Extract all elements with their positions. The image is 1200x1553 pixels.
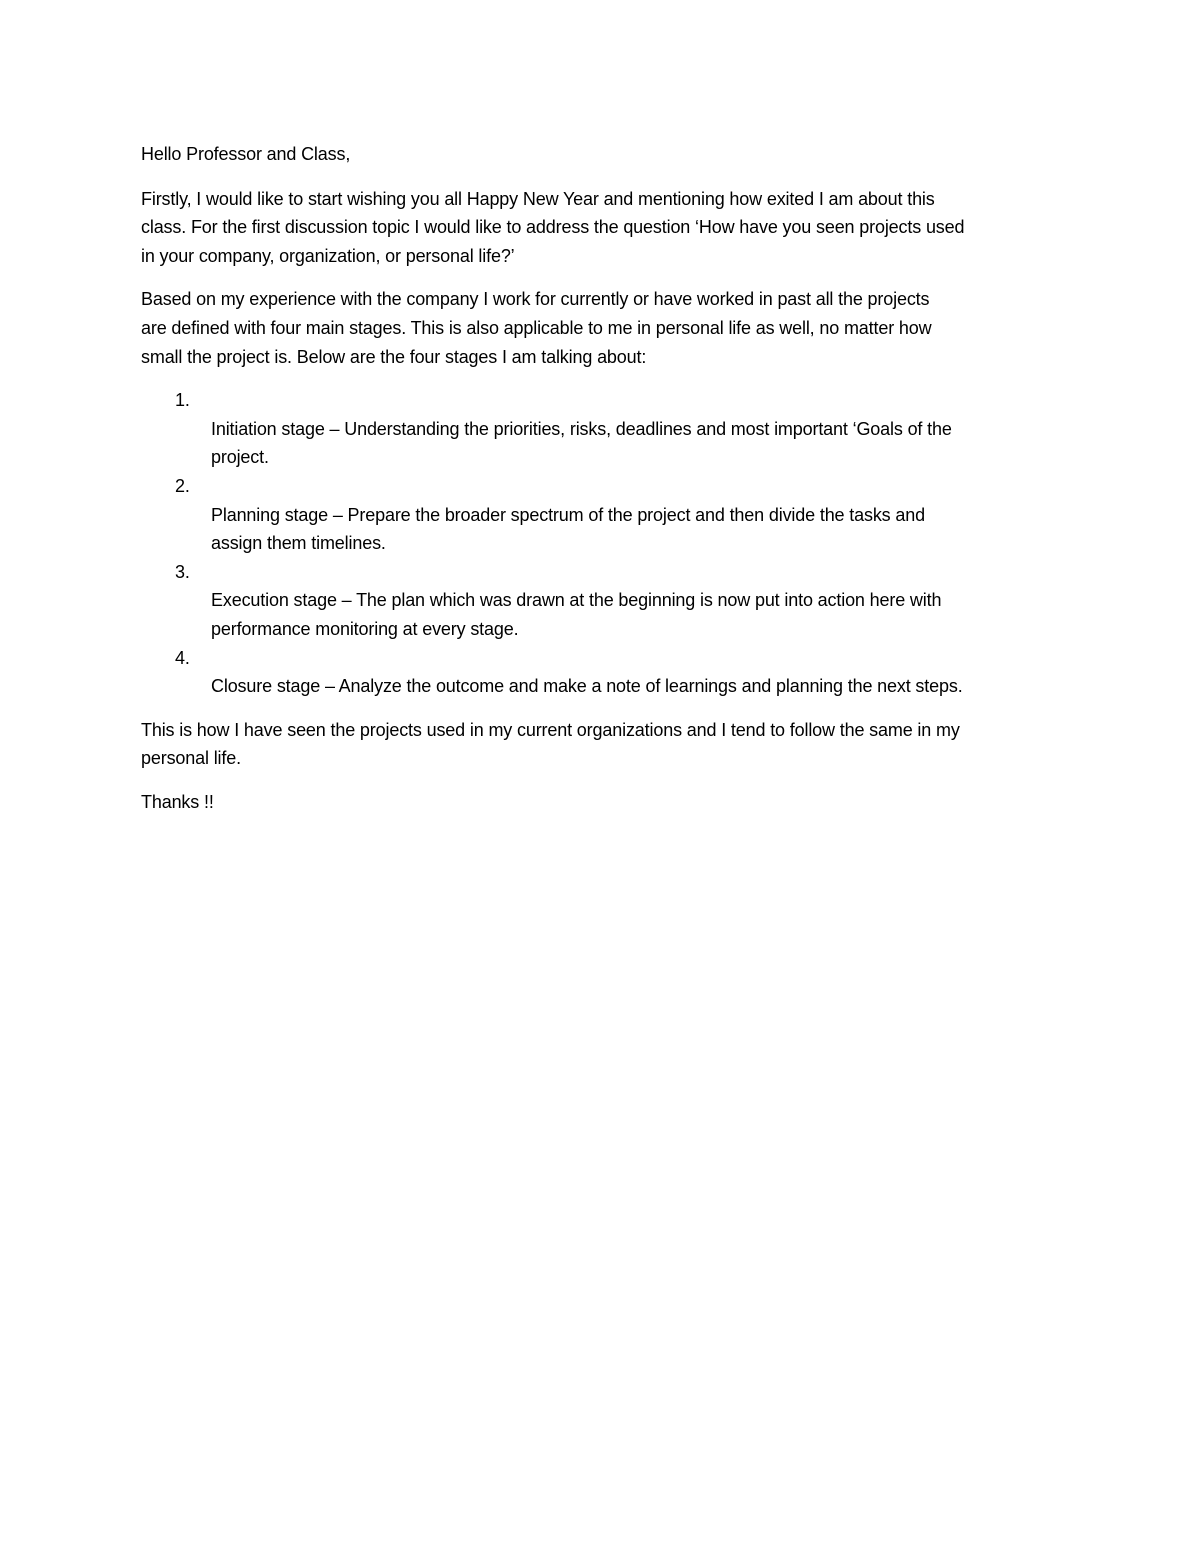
- stages-list: [141, 386, 1061, 701]
- list-item-number: 1.: [175, 390, 190, 411]
- greeting: Hello Professor and Class,: [141, 144, 351, 164]
- list-item: [141, 644, 1061, 701]
- paragraph-intro: Firstly, I would like to start wishing you all Happy New Year and mentioning how exited I am about this class. For the first discussion topic I would like to address the question ‘How have you seen projects used in your company, organization, or personal life?’: [141, 188, 965, 266]
- list-item: [141, 558, 1061, 644]
- list-item-text: Closure stage – Analyze the outcome and make a note of learnings and planning the next steps.: [211, 676, 963, 697]
- list-item: [141, 386, 1061, 472]
- paragraph-experience: Based on my experience with the company I work for currently or have worked in past all the projects are defined with four main stages. This is also applicable to me in personal life as well, no matter how small the project is. Below are the four stages I am talking about:: [141, 289, 932, 367]
- list-item-number: 3.: [175, 561, 190, 582]
- closing: Thanks !!: [141, 791, 214, 812]
- list-item: [141, 472, 1061, 558]
- list-item-text: Initiation stage – Understanding the priorities, risks, deadlines and most important ‘Goals of the project.: [211, 418, 952, 468]
- list-item-text: Planning stage – Prepare the broader spectrum of the project and then divide the tasks and assign them timelines.: [211, 504, 925, 554]
- list-item-text: Execution stage – The plan which was drawn at the beginning is now put into action here with performance monitoring at every stage.: [211, 590, 942, 639]
- paragraph-conclusion: This is how I have seen the projects used in my current organizations and I tend to follow the same in my personal life.: [141, 719, 960, 769]
- list-item-number: 2.: [175, 475, 190, 496]
- list-item-number: 4.: [175, 647, 190, 668]
- document-body: [141, 140, 1061, 831]
